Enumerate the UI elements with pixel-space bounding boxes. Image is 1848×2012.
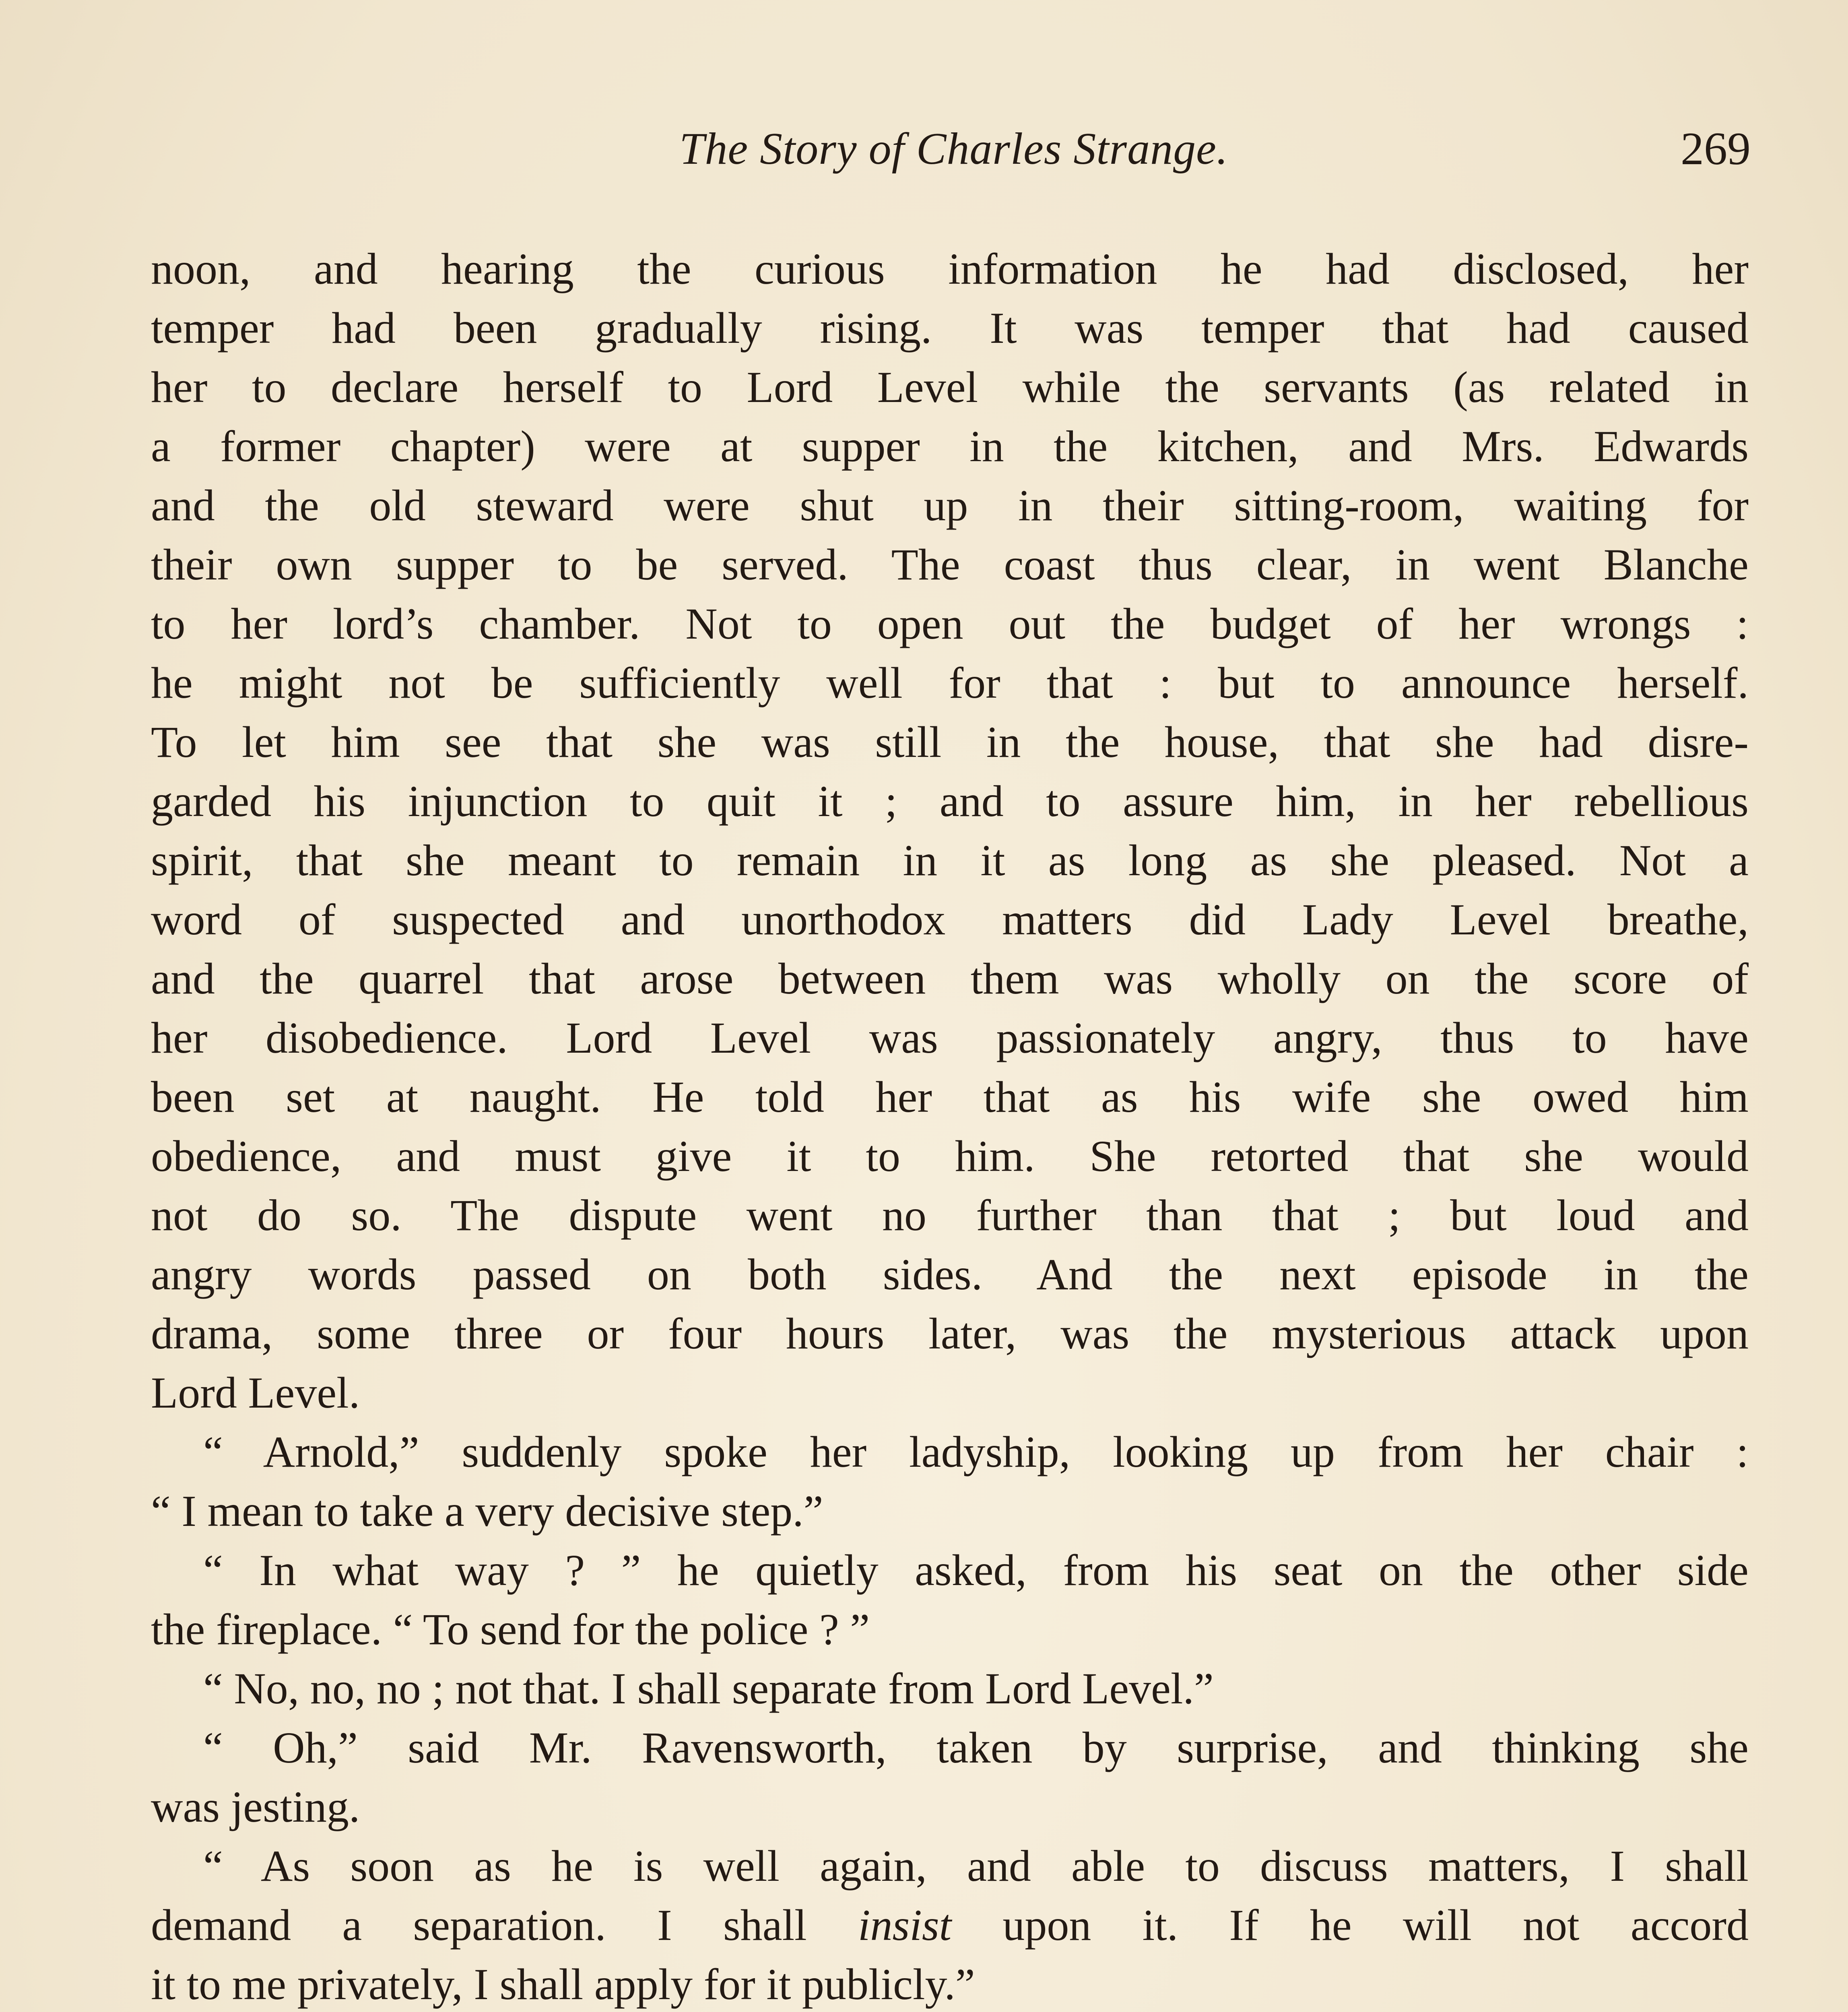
text-line: angry words passed on both sides. And the next episode in the <box>151 1250 1749 1299</box>
text-line: obedience, and must give it to him. She retorted that she would <box>151 1132 1749 1181</box>
text-line: garded his injunction to quit it ; and to assure him, in her rebellious <box>151 777 1749 826</box>
text-line: a former chapter) were at supper in the kitchen, and Mrs. Edwards <box>151 422 1749 471</box>
text-line: been set at naught. He told her that as his wife she owed him <box>151 1072 1749 1121</box>
text-line: word of suspected and unorthodox matters did Lady Level breathe, <box>151 895 1749 944</box>
text-line: the fireplace. “ To send for the police ? ” <box>151 1605 870 1654</box>
text-line: and the quarrel that arose between them was wholly on the score of <box>151 954 1749 1003</box>
page-header <box>157 117 1751 181</box>
text-line: to her lord’s chamber. Not to open out the budget of her wrongs : <box>151 599 1749 648</box>
text-line: “ No, no, no ; not that. I shall separate from Lord Level.” <box>203 1664 1214 1713</box>
text-line: noon, and hearing the curious information he had disclosed, her <box>151 244 1749 293</box>
text-segment: demand a separation. I shall <box>151 1901 858 1950</box>
text-line: drama, some three or four hours later, was the mysterious attack upon <box>151 1309 1749 1358</box>
text-line: To let him see that she was still in the house, that she had disre- <box>151 717 1749 767</box>
text-line <box>151 1896 1749 1955</box>
text-line: her to declare herself to Lord Level while the servants (as related in <box>151 363 1749 412</box>
running-title: The Story of Charles Strange. <box>679 124 1228 174</box>
text-line: it to me privately, I shall apply for it publicly.” <box>151 1960 975 2009</box>
text-line: “ As soon as he is well again, and able to discuss matters, I shall <box>203 1841 1749 1890</box>
emphasis-text: insist <box>858 1901 952 1950</box>
text-line: not do so. The dispute went no further than that ; but loud and <box>151 1191 1749 1240</box>
text-segment: upon it. If he will not accord <box>951 1901 1749 1950</box>
text-line: and the old steward were shut up in their sitting-room, waiting for <box>151 481 1749 530</box>
page-number: 269 <box>1681 123 1751 175</box>
text-line: he might not be sufficiently well for that : but to announce herself. <box>151 658 1749 707</box>
text-line: “ I mean to take a very decisive step.” <box>151 1486 823 1536</box>
text-line: “ In what way ? ” he quietly asked, from his seat on the other side <box>203 1546 1749 1595</box>
text-line: spirit, that she meant to remain in it as long as she pleased. Not a <box>151 836 1749 885</box>
text-line: Lord Level. <box>151 1368 360 1417</box>
body-text <box>151 239 1749 2012</box>
text-line: was jesting. <box>151 1782 360 1831</box>
text-line: “ Arnold,” suddenly spoke her ladyship, looking up from her chair : <box>203 1427 1749 1476</box>
text-line: their own supper to be served. The coast thus clear, in went Blanche <box>151 540 1749 589</box>
text-line: temper had been gradually rising. It was temper that had caused <box>151 303 1749 353</box>
text-line: her disobedience. Lord Level was passionately angry, thus to have <box>151 1013 1749 1062</box>
text-line: “ Oh,” said Mr. Ravensworth, taken by surprise, and thinking she <box>203 1723 1749 1772</box>
